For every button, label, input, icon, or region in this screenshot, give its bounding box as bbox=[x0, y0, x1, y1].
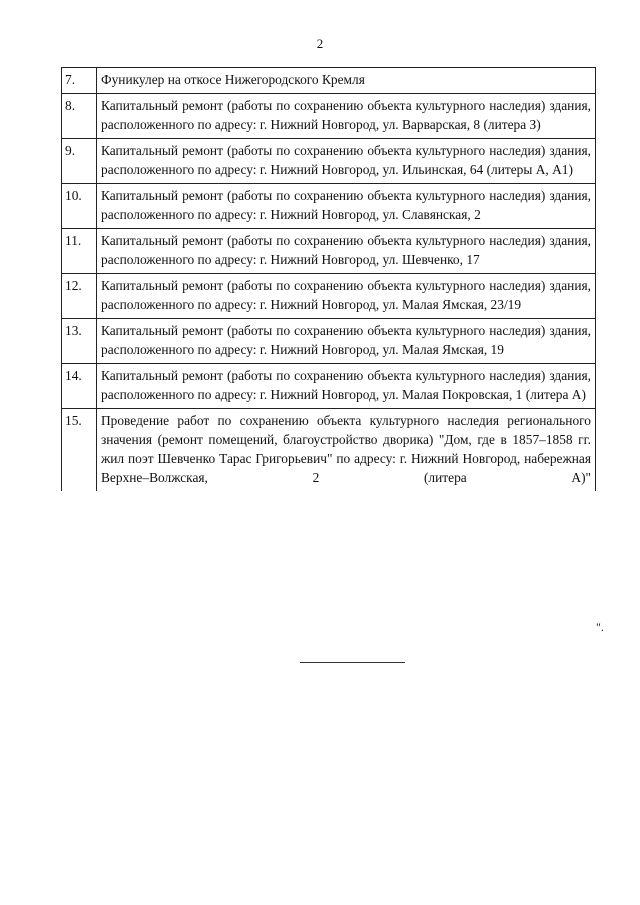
row-description: Капитальный ремонт (работы по сохранению объекта культурного наследия) здания, расположенного по адресу: г. Нижний Новгород, ул. Малая Ямская, 23/19 bbox=[97, 273, 596, 318]
row-description: Капитальный ремонт (работы по сохранению объекта культурного наследия) здания, расположенного по адресу: г. Нижний Новгород, ул. Варварская, 8 (литера З) bbox=[97, 93, 596, 138]
row-description: Капитальный ремонт (работы по сохранению объекта культурного наследия) здания, расположенного по адресу: г. Нижний Новгород, ул. Шевченко, 17 bbox=[97, 228, 596, 273]
objects-table bbox=[61, 67, 596, 491]
row-number: 14. bbox=[62, 363, 97, 408]
table-row bbox=[62, 138, 596, 183]
table-row bbox=[62, 273, 596, 318]
row-description: Проведение работ по сохранению объекта культурного наследия регионального значения (ремонт помещений, благоустройство дворика) "Дом, где в 1857–1858 гг. жил поэт Шевченко Тарас Григорьевич" по адресу: г. Нижний Новгород, набережная Верхне–Волжская, 2 (литера А)" bbox=[97, 408, 596, 491]
row-number: 12. bbox=[62, 273, 97, 318]
row-number: 13. bbox=[62, 318, 97, 363]
row-number: 9. bbox=[62, 138, 97, 183]
row-number: 8. bbox=[62, 93, 97, 138]
separator-line bbox=[300, 662, 405, 663]
row-number: 15. bbox=[62, 408, 97, 491]
table-row bbox=[62, 408, 596, 491]
table-row bbox=[62, 318, 596, 363]
row-description: Фуникулер на откосе Нижегородского Кремля bbox=[97, 68, 596, 94]
row-description: Капитальный ремонт (работы по сохранению объекта культурного наследия) здания, расположенного по адресу: г. Нижний Новгород, ул. Ильинская, 64 (литеры А, А1) bbox=[97, 138, 596, 183]
table-row bbox=[62, 68, 596, 94]
row-number: 11. bbox=[62, 228, 97, 273]
table-row bbox=[62, 228, 596, 273]
row-description: Капитальный ремонт (работы по сохранению объекта культурного наследия) здания, расположенного по адресу: г. Нижний Новгород, ул. Малая Ямская, 19 bbox=[97, 318, 596, 363]
row-number: 10. bbox=[62, 183, 97, 228]
page-number: 2 bbox=[316, 36, 324, 51]
row-number: 7. bbox=[62, 68, 97, 94]
closing-quote-mark: ". bbox=[596, 620, 604, 634]
row-description: Капитальный ремонт (работы по сохранению объекта культурного наследия) здания, расположенного по адресу: г. Нижний Новгород, ул. Малая Покровская, 1 (литера А) bbox=[97, 363, 596, 408]
row-description: Капитальный ремонт (работы по сохранению объекта культурного наследия) здания, расположенного по адресу: г. Нижний Новгород, ул. Славянская, 2 bbox=[97, 183, 596, 228]
table-row bbox=[62, 363, 596, 408]
table-row bbox=[62, 183, 596, 228]
table-row bbox=[62, 93, 596, 138]
